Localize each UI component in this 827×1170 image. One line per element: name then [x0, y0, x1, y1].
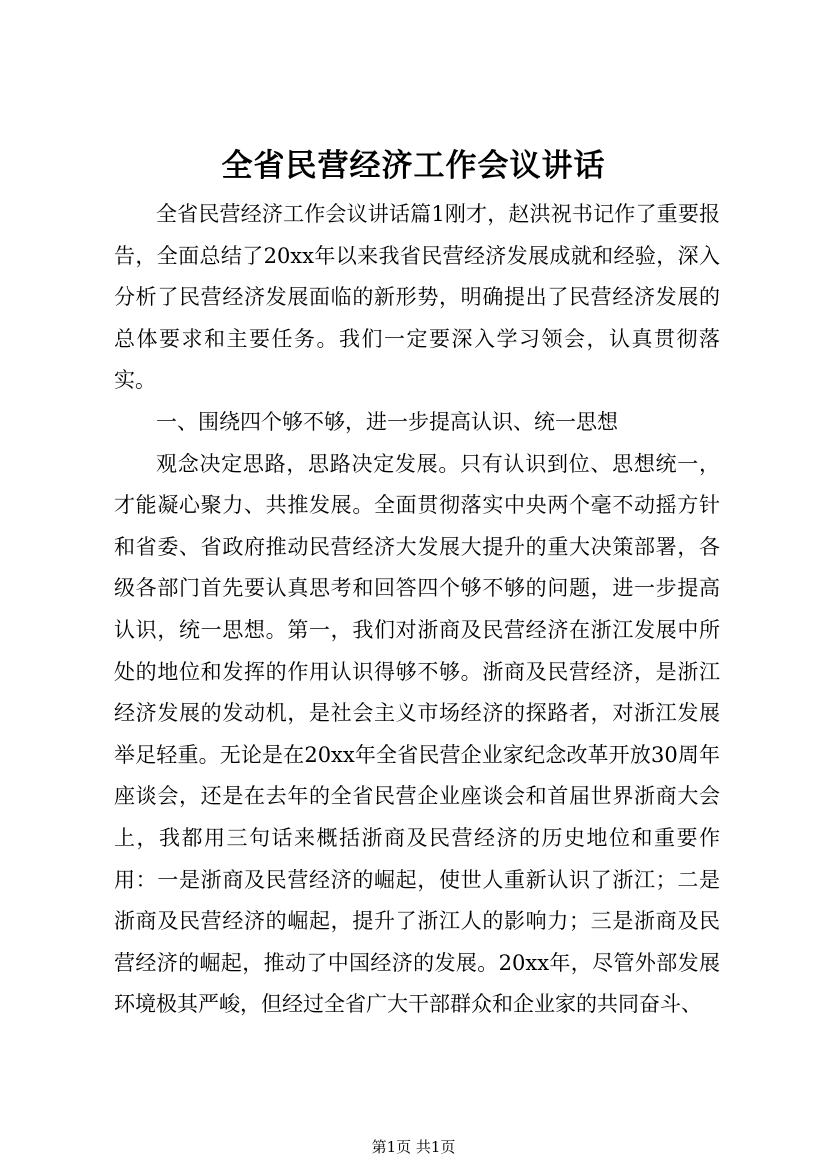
paragraph-section-1: 观念决定思路，思路决定发展。只有认识到位、思想统一，才能凝心聚力、共推发展。全面贯彻落实中央两个毫不动摇方针和省委、省政府推动民营经济大发展大提升的重大决策部署，各级各部门首先要认真思考和回答四个够不够的问题，进一步提高认识，统一思想。第一，我们对浙商及民营经济在浙江发展中所处的地位和发挥的作用认识得够不够。浙商及民营经济，是浙江经济发展的发动机，是社会主义市场经济的探路者，对浙江发展举足轻重。无论是在20xx年全省民营企业家纪念改革开放30周年座谈会，还是在去年的全省民营企业座谈会和首届世界浙商大会上，我都用三句话来概括浙商及民营经济的历史地位和重要作用：一是浙商及民营经济的崛起，使世人重新认识了浙江；二是浙商及民营经济的崛起，提升了浙江人的影响力；三是浙商及民营经济的崛起，推动了中国经济的发展。20xx年，尽管外部发展环境极其严峻，但经过全省广大干部群众和企业家的共同奋斗、	[114, 451, 720, 1017]
page-number-label: 第1页 共1页	[371, 1138, 456, 1156]
document-title: 全省民营经济工作会议讲话	[221, 148, 606, 184]
paragraph-intro: 全省民营经济工作会议讲话篇1刚才，赵洪祝书记作了重要报告，全面总结了20xx年以来我省民营经济发展成就和经验，深入分析了民营经济发展面临的新形势，明确提出了民营经济发展的总体要求和主要任务。我们一定要深入学习领会，认真贯彻落实。	[114, 202, 720, 393]
page-footer	[0, 1137, 827, 1157]
document-body	[114, 194, 720, 1026]
section-heading-1: 一、围绕四个够不够，进一步提高认识、统一思想	[156, 409, 618, 434]
